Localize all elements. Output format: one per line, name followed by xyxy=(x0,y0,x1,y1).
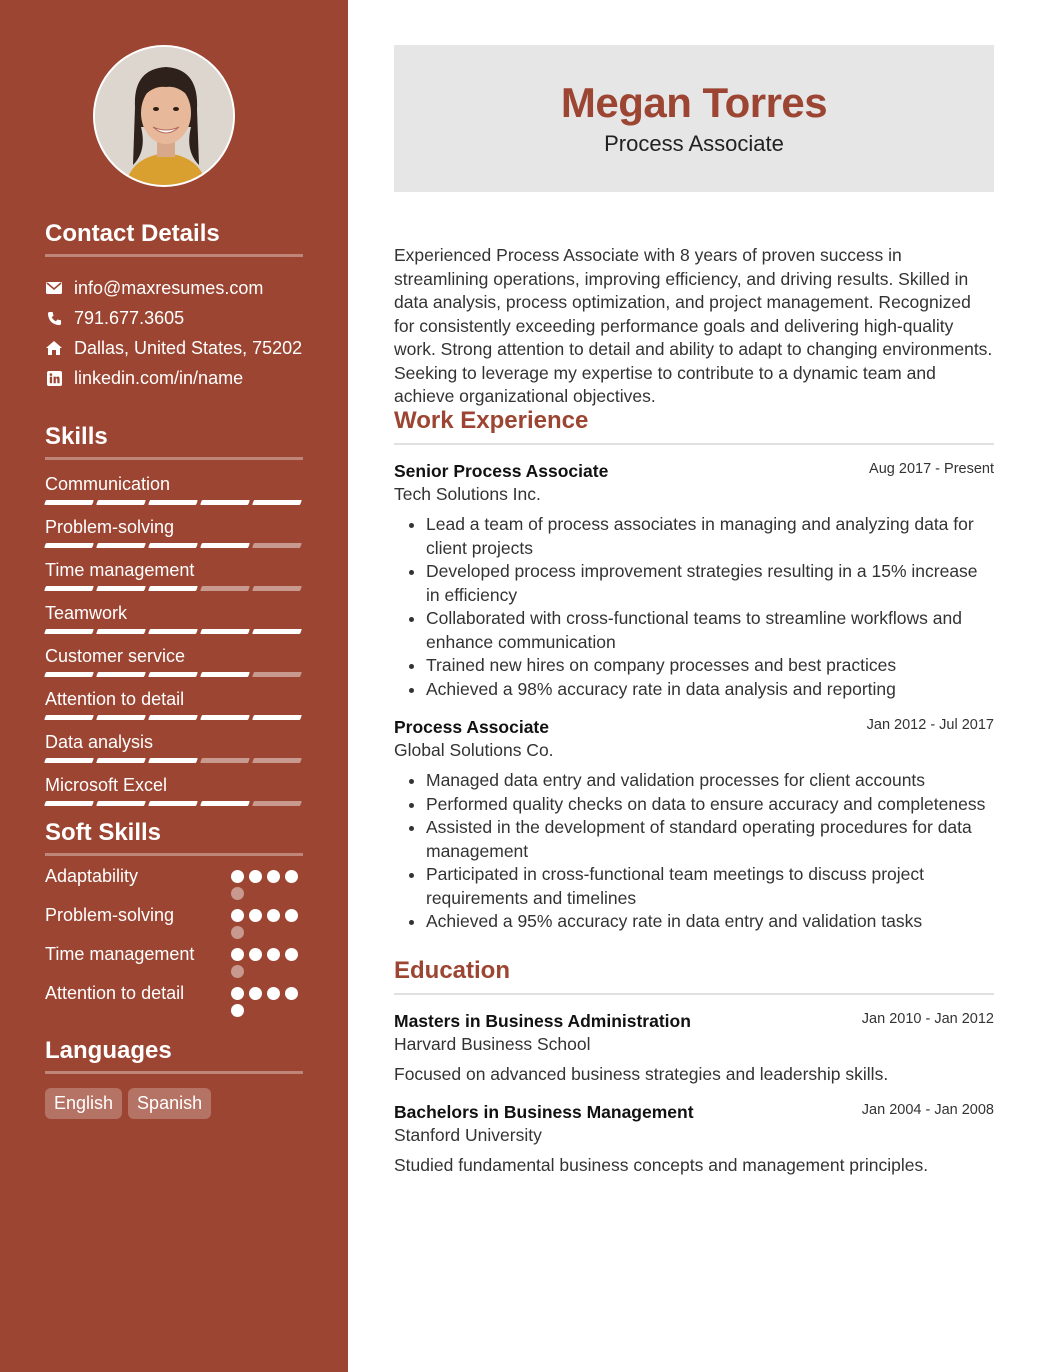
candidate-title: Process Associate xyxy=(604,131,784,156)
languages-list xyxy=(45,1088,303,1119)
skill-level-segment xyxy=(44,715,94,720)
rating-dot xyxy=(249,948,262,961)
rating-dot xyxy=(267,909,280,922)
soft-skill-item xyxy=(45,865,303,900)
skill-name: Microsoft Excel xyxy=(45,775,168,795)
rating-dot xyxy=(249,909,262,922)
skill-level-segment xyxy=(148,801,198,806)
skill-level-segment xyxy=(96,500,146,505)
skill-level-bar xyxy=(45,500,301,505)
skills-list xyxy=(45,469,303,813)
sidebar xyxy=(0,0,348,1372)
job-bullet: • Collaborated with cross-functional teams to streamline workflows and enhance communication xyxy=(426,607,994,654)
skill-level-segment xyxy=(148,629,198,634)
email-text: info@maxresumes.com xyxy=(74,277,264,298)
skill-item xyxy=(45,641,303,684)
skill-level-bar xyxy=(45,629,301,634)
job-entry xyxy=(394,717,994,934)
skill-level-bar xyxy=(45,672,301,677)
skill-level-segment xyxy=(44,629,94,634)
soft-skills-heading: Soft Skills xyxy=(45,819,303,856)
job-company: Global Solutions Co. xyxy=(394,740,554,760)
job-entry xyxy=(394,461,994,701)
skill-level-segment xyxy=(44,543,94,548)
language-tag: English xyxy=(45,1088,122,1119)
job-bullet: • Lead a team of process associates in managing and analyzing data for client projects xyxy=(426,513,994,560)
rating-dot xyxy=(231,909,244,922)
skills-heading: Skills xyxy=(45,423,303,460)
summary-text: Experienced Process Associate with 8 years of proven success in streamlining operations, improving efficiency, and driving results. Skilled in data analysis, process optimization, and project management. Recognized for consistently exceeding performance goals and delivering high-quality work. Strong attention to detail and ability to adapt to changing environments. Seeking to leverage my expertise to contribute to a dynamic team and achieve organizational objectives. xyxy=(394,245,993,406)
rating-dot xyxy=(285,870,298,883)
job-bullets xyxy=(394,769,994,934)
education-entry xyxy=(394,1011,994,1085)
linkedin-text: linkedin.com/in/name xyxy=(74,367,244,388)
job-bullet: • Achieved a 98% accuracy rate in data analysis and reporting xyxy=(426,678,994,702)
skill-level-segment xyxy=(148,672,198,677)
phone-icon xyxy=(45,309,63,327)
rating-dot xyxy=(231,987,244,1000)
skill-level-segment xyxy=(252,715,302,720)
candidate-name: Megan Torres xyxy=(560,79,828,126)
education-heading: Education xyxy=(394,957,994,995)
rating-dot xyxy=(231,870,244,883)
skill-level-segment xyxy=(96,672,146,677)
soft-skill-rating xyxy=(231,943,303,978)
skill-name: Teamwork xyxy=(45,603,128,623)
skill-level-segment xyxy=(44,758,94,763)
skill-name: Communication xyxy=(45,474,171,494)
skill-level-segment xyxy=(252,543,302,548)
rating-dot xyxy=(231,887,244,900)
skill-level-segment xyxy=(96,629,146,634)
skill-level-segment xyxy=(252,672,302,677)
skill-level-segment xyxy=(148,586,198,591)
languages-section xyxy=(45,1037,303,1119)
contact-phone[interactable] xyxy=(45,303,303,333)
job-dates: Jan 2012 - Jul 2017 xyxy=(866,717,994,733)
degree-title: Bachelors in Business Management xyxy=(394,1102,694,1122)
skill-level-segment xyxy=(252,801,302,806)
rating-dot xyxy=(285,987,298,1000)
skill-level-segment xyxy=(200,715,250,720)
envelope-icon xyxy=(45,279,63,297)
job-bullet: • Trained new hires on company processes and best practices xyxy=(426,654,994,678)
education-dates: Jan 2004 - Jan 2008 xyxy=(861,1102,994,1118)
soft-skill-name: Problem-solving xyxy=(45,905,175,925)
skill-level-bar xyxy=(45,801,301,806)
skill-level-segment xyxy=(96,543,146,548)
linkedin-icon xyxy=(45,369,63,387)
job-title: Senior Process Associate xyxy=(394,461,609,481)
skill-level-segment xyxy=(96,758,146,763)
job-bullets xyxy=(394,513,994,701)
soft-skill-item xyxy=(45,904,303,939)
skill-level-segment xyxy=(252,500,302,505)
job-bullet: • Assisted in the development of standard operating procedures for data management xyxy=(426,816,994,863)
skill-item xyxy=(45,512,303,555)
skill-level-segment xyxy=(44,672,94,677)
education-entry xyxy=(394,1102,994,1176)
skill-level-segment xyxy=(44,500,94,505)
soft-skill-name: Attention to detail xyxy=(45,983,185,1003)
skill-name: Problem-solving xyxy=(45,517,175,537)
rating-dot xyxy=(231,1004,244,1017)
skill-level-segment xyxy=(44,801,94,806)
rating-dot xyxy=(267,870,280,883)
rating-dot xyxy=(249,987,262,1000)
skill-level-bar xyxy=(45,586,301,591)
contact-email[interactable] xyxy=(45,273,303,303)
name-header xyxy=(394,45,994,192)
job-company: Tech Solutions Inc. xyxy=(394,484,541,504)
skill-name: Data analysis xyxy=(45,732,154,752)
contact-heading: Contact Details xyxy=(45,220,303,257)
skill-level-segment xyxy=(96,801,146,806)
contact-section xyxy=(45,220,303,393)
job-bullet: • Developed process improvement strategies resulting in a 15% increase in efficiency xyxy=(426,560,994,607)
school-name: Stanford University xyxy=(394,1125,542,1145)
rating-dot xyxy=(285,909,298,922)
rating-dot xyxy=(267,948,280,961)
job-bullet: • Participated in cross-functional team meetings to discuss project requirements and timelines xyxy=(426,863,994,910)
job-bullet: • Managed data entry and validation processes for client accounts xyxy=(426,769,994,793)
soft-skill-rating xyxy=(231,865,303,900)
rating-dot xyxy=(231,948,244,961)
rating-dot xyxy=(249,870,262,883)
education-description: Focused on advanced business strategies and leadership skills. xyxy=(394,1064,889,1084)
job-bullet: • Performed quality checks on data to ensure accuracy and completeness xyxy=(426,793,994,817)
rating-dot xyxy=(231,965,244,978)
skill-item xyxy=(45,727,303,770)
skill-item xyxy=(45,469,303,512)
skill-level-segment xyxy=(252,758,302,763)
skill-item xyxy=(45,684,303,727)
job-title: Process Associate xyxy=(394,717,549,737)
portrait-image xyxy=(95,47,235,187)
phone-text: 791.677.3605 xyxy=(74,307,185,328)
skill-level-segment xyxy=(252,586,302,591)
skill-name: Attention to detail xyxy=(45,689,185,709)
address-text: Dallas, United States, 75202 xyxy=(74,337,303,358)
school-name: Harvard Business School xyxy=(394,1034,591,1054)
soft-skill-rating xyxy=(231,982,303,1017)
skill-level-segment xyxy=(252,629,302,634)
skill-level-segment xyxy=(96,586,146,591)
degree-title: Masters in Business Administration xyxy=(394,1011,691,1031)
skill-level-segment xyxy=(148,543,198,548)
skill-level-bar xyxy=(45,543,301,548)
skill-level-segment xyxy=(148,500,198,505)
skill-level-segment xyxy=(200,586,250,591)
education-description: Studied fundamental business concepts and management principles. xyxy=(394,1155,929,1175)
skill-level-segment xyxy=(44,586,94,591)
skill-level-segment xyxy=(200,801,250,806)
skill-level-bar xyxy=(45,715,301,720)
skill-level-segment xyxy=(200,672,250,677)
skill-item xyxy=(45,770,303,813)
skill-level-segment xyxy=(148,758,198,763)
soft-skill-item xyxy=(45,982,303,1017)
work-heading: Work Experience xyxy=(394,407,994,445)
rating-dot xyxy=(267,987,280,1000)
job-dates: Aug 2017 - Present xyxy=(869,461,994,477)
skill-level-segment xyxy=(200,543,250,548)
rating-dot xyxy=(231,926,244,939)
skills-section xyxy=(45,423,303,813)
skill-level-bar xyxy=(45,758,301,763)
languages-heading: Languages xyxy=(45,1037,303,1074)
skill-level-segment xyxy=(96,715,146,720)
education-dates: Jan 2010 - Jan 2012 xyxy=(861,1011,994,1027)
skill-level-segment xyxy=(200,500,250,505)
skill-name: Time management xyxy=(45,560,195,580)
skill-name: Customer service xyxy=(45,646,186,666)
soft-skill-name: Adaptability xyxy=(45,866,139,886)
contact-linkedin[interactable] xyxy=(45,363,303,393)
contact-address xyxy=(45,333,303,363)
language-tag: Spanish xyxy=(128,1088,211,1119)
skill-item xyxy=(45,555,303,598)
rating-dot xyxy=(285,948,298,961)
home-icon xyxy=(45,339,63,357)
skill-item xyxy=(45,598,303,641)
profile-photo xyxy=(93,45,235,187)
skill-level-segment xyxy=(148,715,198,720)
soft-skill-item xyxy=(45,943,303,978)
job-bullet: • Achieved a 95% accuracy rate in data entry and validation tasks xyxy=(426,910,994,934)
soft-skills-section xyxy=(45,819,303,1017)
soft-skills-list xyxy=(45,865,303,1017)
soft-skill-name: Time management xyxy=(45,944,195,964)
skill-level-segment xyxy=(200,629,250,634)
skill-level-segment xyxy=(200,758,250,763)
soft-skill-rating xyxy=(231,904,303,939)
